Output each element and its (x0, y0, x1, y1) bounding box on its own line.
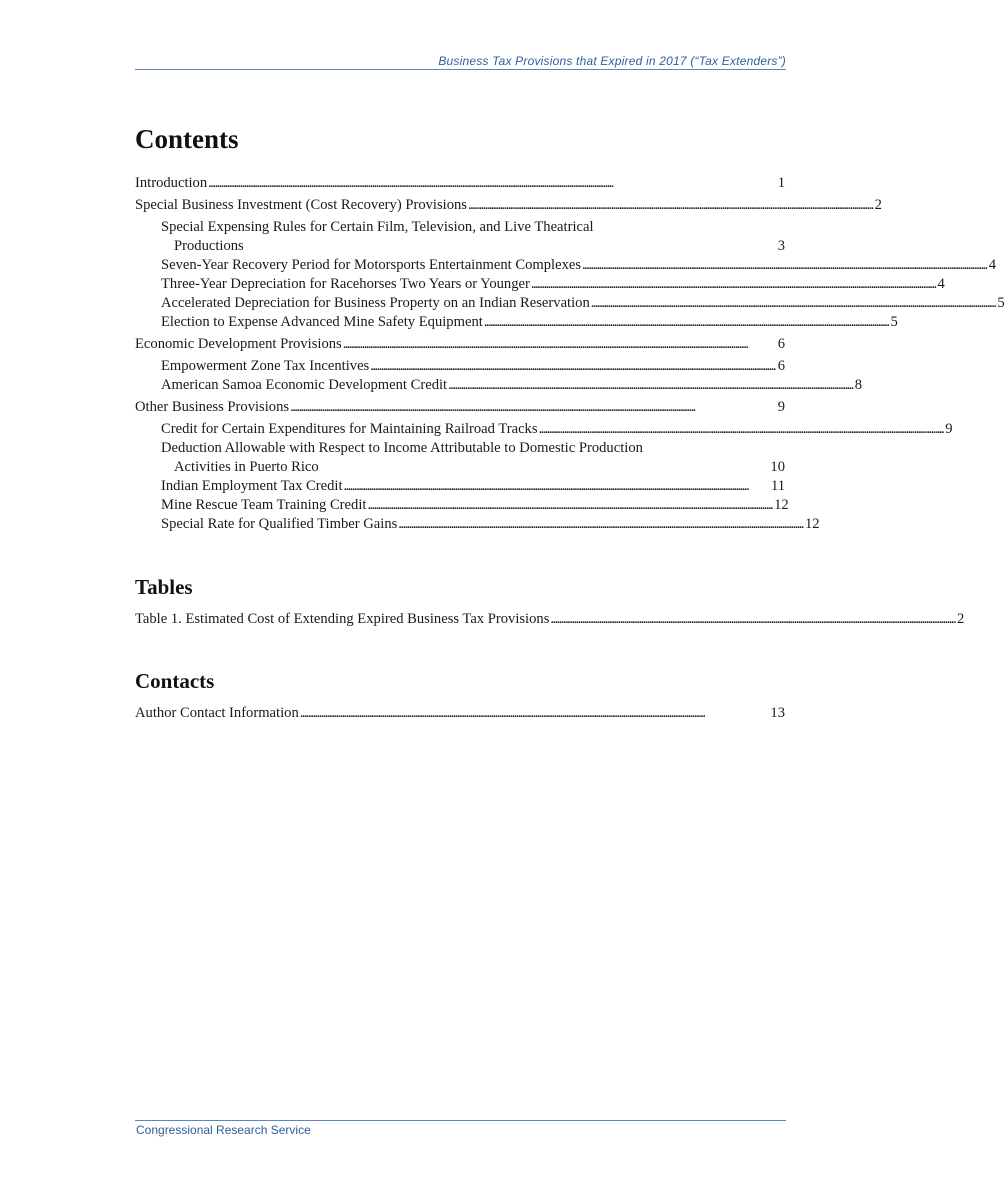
dot-leader (290, 398, 775, 417)
dot-leader (300, 704, 768, 723)
toc-entry-puerto-rico-deduction[interactable] (135, 439, 785, 477)
toc-entry-accelerated-depreciation[interactable] (135, 294, 1005, 313)
footer-divider (135, 1120, 786, 1121)
toc-entry-text: Accelerated Depreciation for Business Property on an Indian Reservation (161, 295, 590, 311)
contents-heading: Contents (135, 124, 239, 154)
toc-page-number: 5 (890, 314, 898, 330)
toc-page-number: 12 (774, 497, 789, 513)
toc-entry-mine-rescue[interactable] (135, 496, 789, 515)
toc-entry-text: Credit for Certain Expenditures for Maintaining Railroad Tracks (161, 421, 538, 437)
toc-entry-text: Mine Rescue Team Training Credit (161, 497, 367, 513)
dot-leader (398, 515, 802, 534)
dot-leader (539, 420, 943, 439)
toc-page-number: 10 (770, 459, 785, 475)
toc-entry-three-year-depreciation[interactable] (135, 275, 945, 294)
toc-entry-text: Special Rate for Qualified Timber Gains (161, 516, 398, 532)
toc-entry-other-business[interactable] (135, 398, 785, 417)
dot-leader (591, 294, 995, 313)
list-of-contacts (135, 704, 785, 723)
toc-entry-railroad-tracks[interactable] (135, 420, 953, 439)
dot-leader (468, 196, 872, 215)
toc-entry-special-business-investment[interactable] (135, 196, 882, 215)
running-header-title: Business Tax Provisions that Expired in 2017 (“Tax Extenders”) (438, 54, 786, 68)
tables-heading: Tables (135, 575, 193, 599)
toc-page-number: 5 (997, 295, 1005, 311)
dot-leader (484, 313, 888, 332)
dot-leader (208, 174, 775, 193)
dot-leader (550, 610, 954, 629)
toc-page-number: 11 (770, 478, 785, 494)
toc-entry-text: Special Business Investment (Cost Recovery) Provisions (135, 197, 467, 213)
toc-entry-text-line2-row (161, 458, 785, 477)
toc-entry-text-line2: Productions (174, 238, 244, 254)
toc-entry-text-line1: Special Expensing Rules for Certain Film, Television, and Live Theatrical (161, 219, 594, 235)
toc-page-number: 9 (945, 421, 953, 437)
dot-leader (448, 376, 852, 395)
toc-entry-table-1[interactable] (135, 610, 965, 629)
toc-entry-text-line1: Deduction Allowable with Respect to Income Attributable to Domestic Production (161, 440, 643, 456)
toc-page-number: 4 (988, 257, 996, 273)
header-divider (135, 69, 786, 70)
toc-page-number: 8 (854, 377, 863, 393)
dot-leader (531, 275, 935, 294)
toc-entry-text: Author Contact Information (135, 705, 299, 721)
dot-leader (343, 335, 775, 354)
toc-entry-indian-employment[interactable] (135, 477, 785, 496)
toc-entry-special-expensing-rules[interactable] (135, 218, 785, 256)
toc-page-number: 1 (777, 175, 785, 191)
toc-page-number: 2 (874, 197, 882, 213)
toc-entry-american-samoa[interactable] (135, 376, 863, 395)
toc-entry-text: Empowerment Zone Tax Incentives (161, 358, 370, 374)
dot-leader (367, 496, 771, 515)
contacts-heading: Contacts (135, 669, 215, 693)
toc-entry-author-contact[interactable] (135, 704, 785, 723)
toc-entry-empowerment-zone[interactable] (135, 357, 785, 376)
toc-entry-economic-development[interactable] (135, 335, 785, 354)
dot-leader (582, 256, 986, 275)
toc-entry-introduction[interactable] (135, 174, 785, 193)
dot-leader (370, 357, 774, 376)
toc-page-number: 12 (804, 516, 820, 532)
toc-entry-text: American Samoa Economic Development Credit (161, 377, 448, 393)
toc-entry-text: Introduction (135, 175, 208, 191)
dot-leader (344, 477, 768, 496)
toc-entry-seven-year-recovery[interactable] (135, 256, 996, 275)
toc-page-number: 13 (770, 705, 785, 721)
toc-entry-text-line2: Activities in Puerto Rico (174, 459, 319, 475)
toc-entry-text: Three-Year Depreciation for Racehorses Two Years or Younger (161, 276, 530, 292)
toc-entry-text: Election to Expense Advanced Mine Safety Equipment (161, 314, 483, 330)
toc-entry-text: Other Business Provisions (135, 399, 290, 415)
toc-page-number: 2 (957, 611, 965, 627)
toc-page-number: 6 (777, 336, 785, 352)
toc-entry-mine-safety-equipment[interactable] (135, 313, 898, 332)
toc-page-number: 9 (777, 399, 785, 415)
toc-page-number: 3 (777, 238, 785, 254)
toc-entry-timber-gains[interactable] (135, 515, 820, 534)
toc-page-number: 6 (777, 358, 785, 374)
toc-entry-text: Table 1. Estimated Cost of Extending Expired Business Tax Provisions (135, 611, 550, 627)
toc-entry-text: Economic Development Provisions (135, 336, 342, 352)
toc-entry-text: Seven-Year Recovery Period for Motorsports Entertainment Complexes (161, 257, 582, 273)
toc-page-number: 4 (937, 276, 945, 292)
list-of-tables (135, 610, 965, 629)
table-of-contents (135, 174, 1005, 534)
toc-entry-text-line2-row (161, 237, 785, 256)
footer-publisher: Congressional Research Service (136, 1123, 311, 1137)
toc-entry-text: Indian Employment Tax Credit (161, 478, 343, 494)
